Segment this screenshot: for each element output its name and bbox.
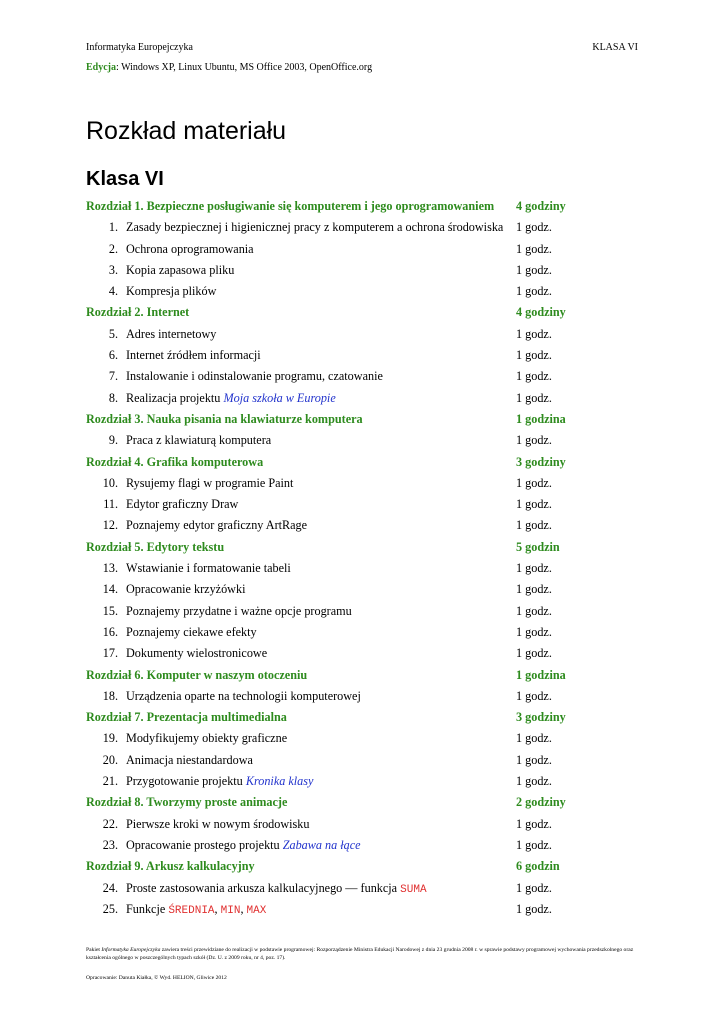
lesson-number: 3.	[108, 262, 118, 277]
lesson-title	[126, 217, 503, 238]
lesson-text: Urządzenia oparte na technologii komputerowej	[126, 688, 361, 703]
lesson-number: 4.	[108, 284, 118, 299]
lesson-text: Pierwsze kroki w nowym środowisku	[126, 816, 310, 831]
lesson-hours: 1 godz.	[516, 497, 552, 512]
lesson-title: Funkcje ŚREDNIA, MIN, MAX	[126, 901, 267, 917]
chapter-title: Rozdział 3. Nauka pisania na klawiaturze komputera	[86, 411, 363, 426]
chapter-hours: 6 godzin	[516, 859, 560, 874]
lesson-text: Dokumenty wielostronicowe	[126, 646, 268, 661]
lesson-row	[86, 835, 646, 856]
lesson-row	[86, 473, 646, 494]
lesson-text: Kopia zapasowa pliku	[126, 262, 235, 277]
lesson-hours: 1 godz.	[516, 880, 552, 895]
lesson-text: Wstawianie i formatowanie tabeli	[126, 561, 291, 576]
lesson-row	[86, 494, 646, 515]
lesson-hours: 1 godz.	[516, 369, 552, 384]
lesson-hours: 1 godz.	[516, 688, 552, 703]
lesson-number: 16.	[102, 624, 118, 639]
lesson-number: 25.	[102, 901, 118, 916]
function-name: SUMA	[400, 883, 427, 896]
chapter-title: Rozdział 4. Grafika komputerowa	[86, 454, 264, 469]
lesson-row	[86, 388, 646, 409]
lesson-number: 17.	[102, 646, 118, 661]
chapter-row	[86, 196, 646, 217]
lesson-number: 20.	[102, 752, 118, 767]
lesson-number: 7.	[108, 369, 118, 384]
lesson-number: 9.	[108, 433, 118, 448]
chapter-row	[86, 707, 646, 728]
lesson-text: Kompresja plików	[126, 284, 217, 299]
header-right: KLASA VI	[592, 42, 638, 53]
lesson-number: 22.	[102, 816, 118, 831]
lesson-number: 6.	[108, 348, 118, 363]
edition-label: Edycja	[86, 62, 116, 73]
lesson-row	[86, 260, 646, 281]
lesson-title	[126, 345, 261, 366]
lesson-title	[126, 878, 427, 901]
lesson-hours: 1 godz.	[516, 326, 552, 341]
project-name: Zabawa na łące	[282, 837, 361, 852]
lesson-title	[126, 814, 309, 835]
chapter-row	[86, 452, 646, 473]
lesson-row	[86, 558, 646, 579]
lesson-row	[86, 217, 646, 238]
chapter-title: Rozdział 7. Prezentacja multimedialna	[86, 710, 287, 725]
lesson-row	[86, 579, 646, 600]
project-name: Moja szkoła w Europie	[223, 390, 336, 405]
lesson-row	[86, 324, 646, 345]
chapter-title: Rozdział 8. Tworzymy proste animacje	[86, 795, 288, 810]
lesson-row	[86, 515, 646, 536]
lesson-text: Poznajemy edytor graficzny ArtRage	[126, 518, 308, 533]
lesson-title	[126, 388, 336, 409]
chapter-row	[86, 302, 646, 323]
lesson-hours: 1 godz.	[516, 816, 552, 831]
chapter-row	[86, 665, 646, 686]
lesson-hours: 1 godz.	[516, 241, 552, 256]
lesson-hours: 1 godz.	[516, 390, 552, 405]
chapter-hours: 1 godzina	[516, 667, 566, 682]
lesson-text: Praca z klawiaturą komputera	[126, 433, 272, 448]
chapter-row	[86, 792, 646, 813]
lesson-row	[86, 771, 646, 792]
lesson-title	[126, 686, 361, 707]
lesson-row	[86, 750, 646, 771]
footer-italic: Informatyka Europejczyka	[101, 947, 161, 953]
lesson-hours: 1 godz.	[516, 731, 552, 746]
function-name: ŚREDNIA	[168, 904, 215, 917]
chapter-hours: 3 godziny	[516, 710, 566, 725]
lesson-hours: 1 godz.	[516, 220, 552, 235]
lesson-text: Przygotowanie projektu	[126, 774, 246, 789]
lesson-hours: 1 godz.	[516, 518, 552, 533]
chapter-hours: 4 godziny	[516, 199, 566, 213]
lesson-hours: 1 godz.	[516, 475, 552, 490]
lesson-text: Rysujemy flagi w programie Paint	[126, 475, 294, 490]
lesson-text: Opracowanie krzyżówki	[126, 582, 246, 597]
lesson-hours: 1 godz.	[516, 752, 552, 767]
lesson-title	[126, 494, 238, 515]
lesson-hours: 1 godz.	[516, 837, 552, 852]
lesson-text: Modyfikujemy obiekty graficzne	[126, 731, 288, 746]
footer-text: zawiera treści przewidziane do realizacji w podstawie programowej: Rozporządzenie Ministra Edukacji Narodowej z dnia 23 grudnia 2008 r. w sprawie podstawy programowej wychowania przedszkolnego oraz kształcenia ogólnego w poszczególnych typach szkół (Dz. U. z 2009 roku, nr 4, poz. 17).	[86, 947, 634, 961]
lesson-row	[86, 430, 646, 451]
lesson-text: Edytor graficzny Draw	[126, 497, 239, 512]
lesson-row	[86, 281, 646, 302]
chapter-row	[86, 856, 646, 877]
lesson-text: Instalowanie i odinstalowanie programu, czatowanie	[126, 369, 383, 384]
lesson-row	[86, 899, 646, 920]
lesson-text: Realizacja projektu	[126, 390, 224, 405]
syllabus-list	[86, 196, 646, 920]
lesson-text: Ochrona oprogramowania	[126, 241, 254, 256]
lesson-title	[126, 835, 361, 856]
lesson-title	[126, 324, 216, 345]
lesson-number: 14.	[102, 582, 118, 597]
lesson-number: 11.	[103, 497, 118, 512]
lesson-title	[126, 558, 291, 579]
chapter-title: Rozdział 2. Internet	[86, 305, 190, 320]
lesson-number: 21.	[102, 774, 118, 789]
lesson-row	[86, 366, 646, 387]
lesson-row	[86, 622, 646, 643]
page-title: Rozkład materiału	[86, 117, 287, 145]
lesson-number: 23.	[102, 837, 118, 852]
chapter-hours: 5 godzin	[516, 539, 560, 554]
lesson-title	[126, 728, 287, 749]
chapter-row	[86, 537, 646, 558]
lesson-row	[86, 239, 646, 260]
chapter-hours: 2 godziny	[516, 795, 566, 810]
lesson-text: Animacja niestandardowa	[126, 752, 253, 767]
function-name: MAX	[246, 904, 267, 917]
chapter-hours: 1 godzina	[516, 411, 566, 426]
lesson-number: 24.	[102, 880, 118, 895]
lesson-hours: 1 godz.	[516, 646, 552, 661]
lesson-row	[86, 643, 646, 664]
lesson-title	[126, 260, 234, 281]
lesson-text: Internet źródłem informacji	[126, 348, 261, 363]
lesson-number: 1.	[108, 220, 118, 235]
lesson-number: 19.	[102, 731, 118, 746]
edition-line	[86, 62, 372, 73]
lesson-title	[126, 622, 257, 643]
lesson-text: Zasady bezpiecznej i higienicznej pracy z komputerem a ochrona środowiska	[126, 220, 504, 235]
lesson-text: Adres internetowy	[126, 326, 217, 341]
lesson-number: 8.	[108, 390, 118, 405]
page-subtitle: Klasa VI	[86, 168, 164, 190]
lesson-number: 5.	[108, 326, 118, 341]
footer-note	[86, 946, 646, 962]
lesson-title	[126, 579, 245, 600]
project-name: Kronika klasy	[245, 774, 314, 789]
lesson-number: 15.	[102, 603, 118, 618]
chapter-title: Rozdział 5. Edytory tekstu	[86, 539, 225, 554]
lesson-row	[86, 601, 646, 622]
lesson-number: 10.	[102, 475, 118, 490]
footer-credit: Opracowanie: Danuta Kiałka, © Wyd. HELION, Gliwice 2012	[86, 975, 227, 981]
lesson-hours: 1 godz.	[516, 603, 552, 618]
lesson-title	[126, 601, 352, 622]
lesson-hours: 1 godz.	[516, 262, 552, 277]
lesson-hours: 1 godz.	[516, 433, 552, 448]
chapter-title: Rozdział 1. Bezpieczne posługiwanie się komputerem i jego oprogramowaniem	[86, 199, 495, 213]
chapter-row	[86, 409, 646, 430]
chapter-title: Rozdział 6. Komputer w naszym otoczeniu	[86, 667, 308, 682]
lesson-title	[126, 750, 253, 771]
lesson-hours: 1 godz.	[516, 561, 552, 576]
lesson-hours: 1 godz.	[516, 901, 552, 916]
chapter-title: Rozdział 9. Arkusz kalkulacyjny	[86, 859, 255, 874]
lesson-row	[86, 878, 646, 899]
lesson-text: Opracowanie prostego projektu	[126, 837, 283, 852]
function-name: MIN	[220, 904, 241, 917]
lesson-row	[86, 728, 646, 749]
lesson-number: 2.	[108, 241, 118, 256]
lesson-title	[126, 643, 267, 664]
lesson-title	[126, 366, 383, 387]
footer-pre: Pakiet	[86, 947, 102, 953]
lesson-row	[86, 814, 646, 835]
lesson-hours: 1 godz.	[516, 774, 552, 789]
lesson-number: 13.	[102, 561, 118, 576]
lesson-row	[86, 686, 646, 707]
lesson-title	[126, 430, 271, 451]
lesson-title	[126, 473, 293, 494]
chapter-hours: 3 godziny	[516, 454, 566, 469]
lesson-title	[126, 239, 254, 260]
lesson-title	[126, 515, 307, 536]
lesson-title	[126, 771, 313, 792]
header-left: Informatyka Europejczyka	[86, 42, 193, 53]
lesson-text: Proste zastosowania arkusza kalkulacyjnego — funkcja	[126, 880, 401, 895]
lesson-row	[86, 345, 646, 366]
lesson-number: 18.	[102, 688, 118, 703]
edition-text: : Windows XP, Linux Ubuntu, MS Office 2003, OpenOffice.org	[116, 62, 373, 73]
lesson-hours: 1 godz.	[516, 348, 552, 363]
lesson-text: Poznajemy przydatne i ważne opcje programu	[126, 603, 352, 618]
lesson-text: Funkcje	[126, 901, 169, 916]
lesson-hours: 1 godz.	[516, 624, 552, 639]
lesson-hours: 1 godz.	[516, 582, 552, 597]
lesson-text: Poznajemy ciekawe efekty	[126, 624, 257, 639]
lesson-title	[126, 281, 216, 302]
chapter-hours: 4 godziny	[516, 305, 566, 320]
lesson-hours: 1 godz.	[516, 284, 552, 299]
lesson-number: 12.	[102, 518, 118, 533]
